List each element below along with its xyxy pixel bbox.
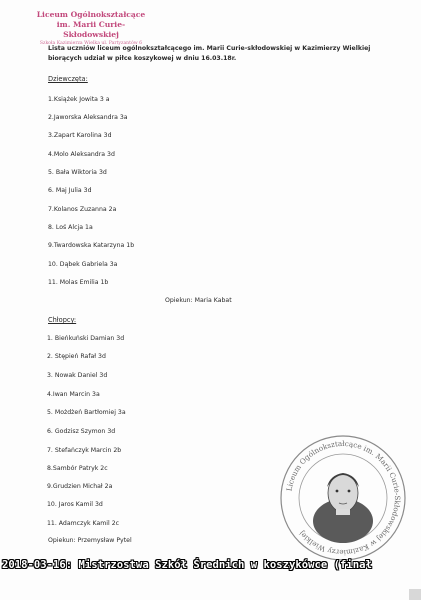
list-item: 8. Loś Alcja 1a <box>48 224 93 231</box>
stamp-line-3: Szkoła Kazimierza Wielka ul. Partyzantów 6 <box>39 41 143 46</box>
seal-ring-text: Liceum Ogólnokształcące im. Marii Curie-Skłodowskiej w Kazimierzy Wielkiej <box>284 438 403 558</box>
list-item: 5. Bała Wiktoria 3d <box>48 169 107 176</box>
list-item: 5. Możdżeń Bartłomiej 3a <box>47 409 126 416</box>
list-item: 7. Stefańczyk Marcin 2b <box>47 447 122 454</box>
list-item: 6. Godzisz Szymon 3d <box>47 428 116 435</box>
list-item: 8.Sambór Patryk 2c <box>47 465 108 472</box>
list-item: 11. Adamczyk Kamil 2c <box>47 520 120 527</box>
list-item: 9.Twardowska Katarzyna 1b <box>48 242 135 249</box>
list-item: 1. Bieńkuński Damian 3d <box>47 335 125 342</box>
list-item: 3.Zapart Karolina 3d <box>48 132 112 139</box>
list-item: 10. Dąbek Gabriela 3a <box>48 261 118 268</box>
list-item: 2. Stępień Rafał 3d <box>47 353 106 360</box>
girls-title: Dziewczęta: <box>48 75 88 83</box>
list-item: 6. Maj Julia 3d <box>48 187 92 194</box>
header-line-1: Lista uczniów liceum ogólnokształcącego im. Marii Curie-skłodowskiej w Kazimierzy Wielkiej <box>48 45 371 52</box>
list-item: 2.Jaworska Aleksandra 3a <box>48 114 128 121</box>
stamp-line-2: im. Marii Curie-Skłodowskiej <box>56 20 126 39</box>
list-item: 3. Nowak Daniel 3d <box>47 372 108 379</box>
image-caption: 2018-03-16: Mistrzostwa Szkół Średnich w koszykówce (finał <box>2 559 372 571</box>
list-item: 10. Jaros Kamil 3d <box>47 501 103 508</box>
stamp-line-1: Liceum Ogólnokształcące <box>36 10 146 19</box>
list-item: 7.Kolanos Zuzanna 2a <box>48 206 117 213</box>
document-header <box>48 44 378 64</box>
scan-mark <box>409 589 421 600</box>
girls-supervisor: Opiekun: Maria Kabat <box>165 297 232 304</box>
list-item: 1.Książek Jowita 3 a <box>48 96 110 103</box>
school-seal-image <box>278 433 408 563</box>
portrait-icon <box>313 473 373 543</box>
boys-supervisor: Opiekun: Przemysław Pytel <box>48 537 132 544</box>
boys-title: Chłopcy: <box>48 316 77 324</box>
list-item: 4.Molo Aleksandra 3d <box>48 151 115 158</box>
list-item: 9.Grudzien Michał 2a <box>47 483 113 490</box>
header-line-2: biorących udział w piłce koszykowej w dniu 16.03.18r. <box>48 55 237 62</box>
list-item: 4.Iwan Marcin 3a <box>47 391 100 398</box>
list-item: 11. Molas Emilia 1b <box>48 279 109 286</box>
school-stamp <box>30 10 152 47</box>
